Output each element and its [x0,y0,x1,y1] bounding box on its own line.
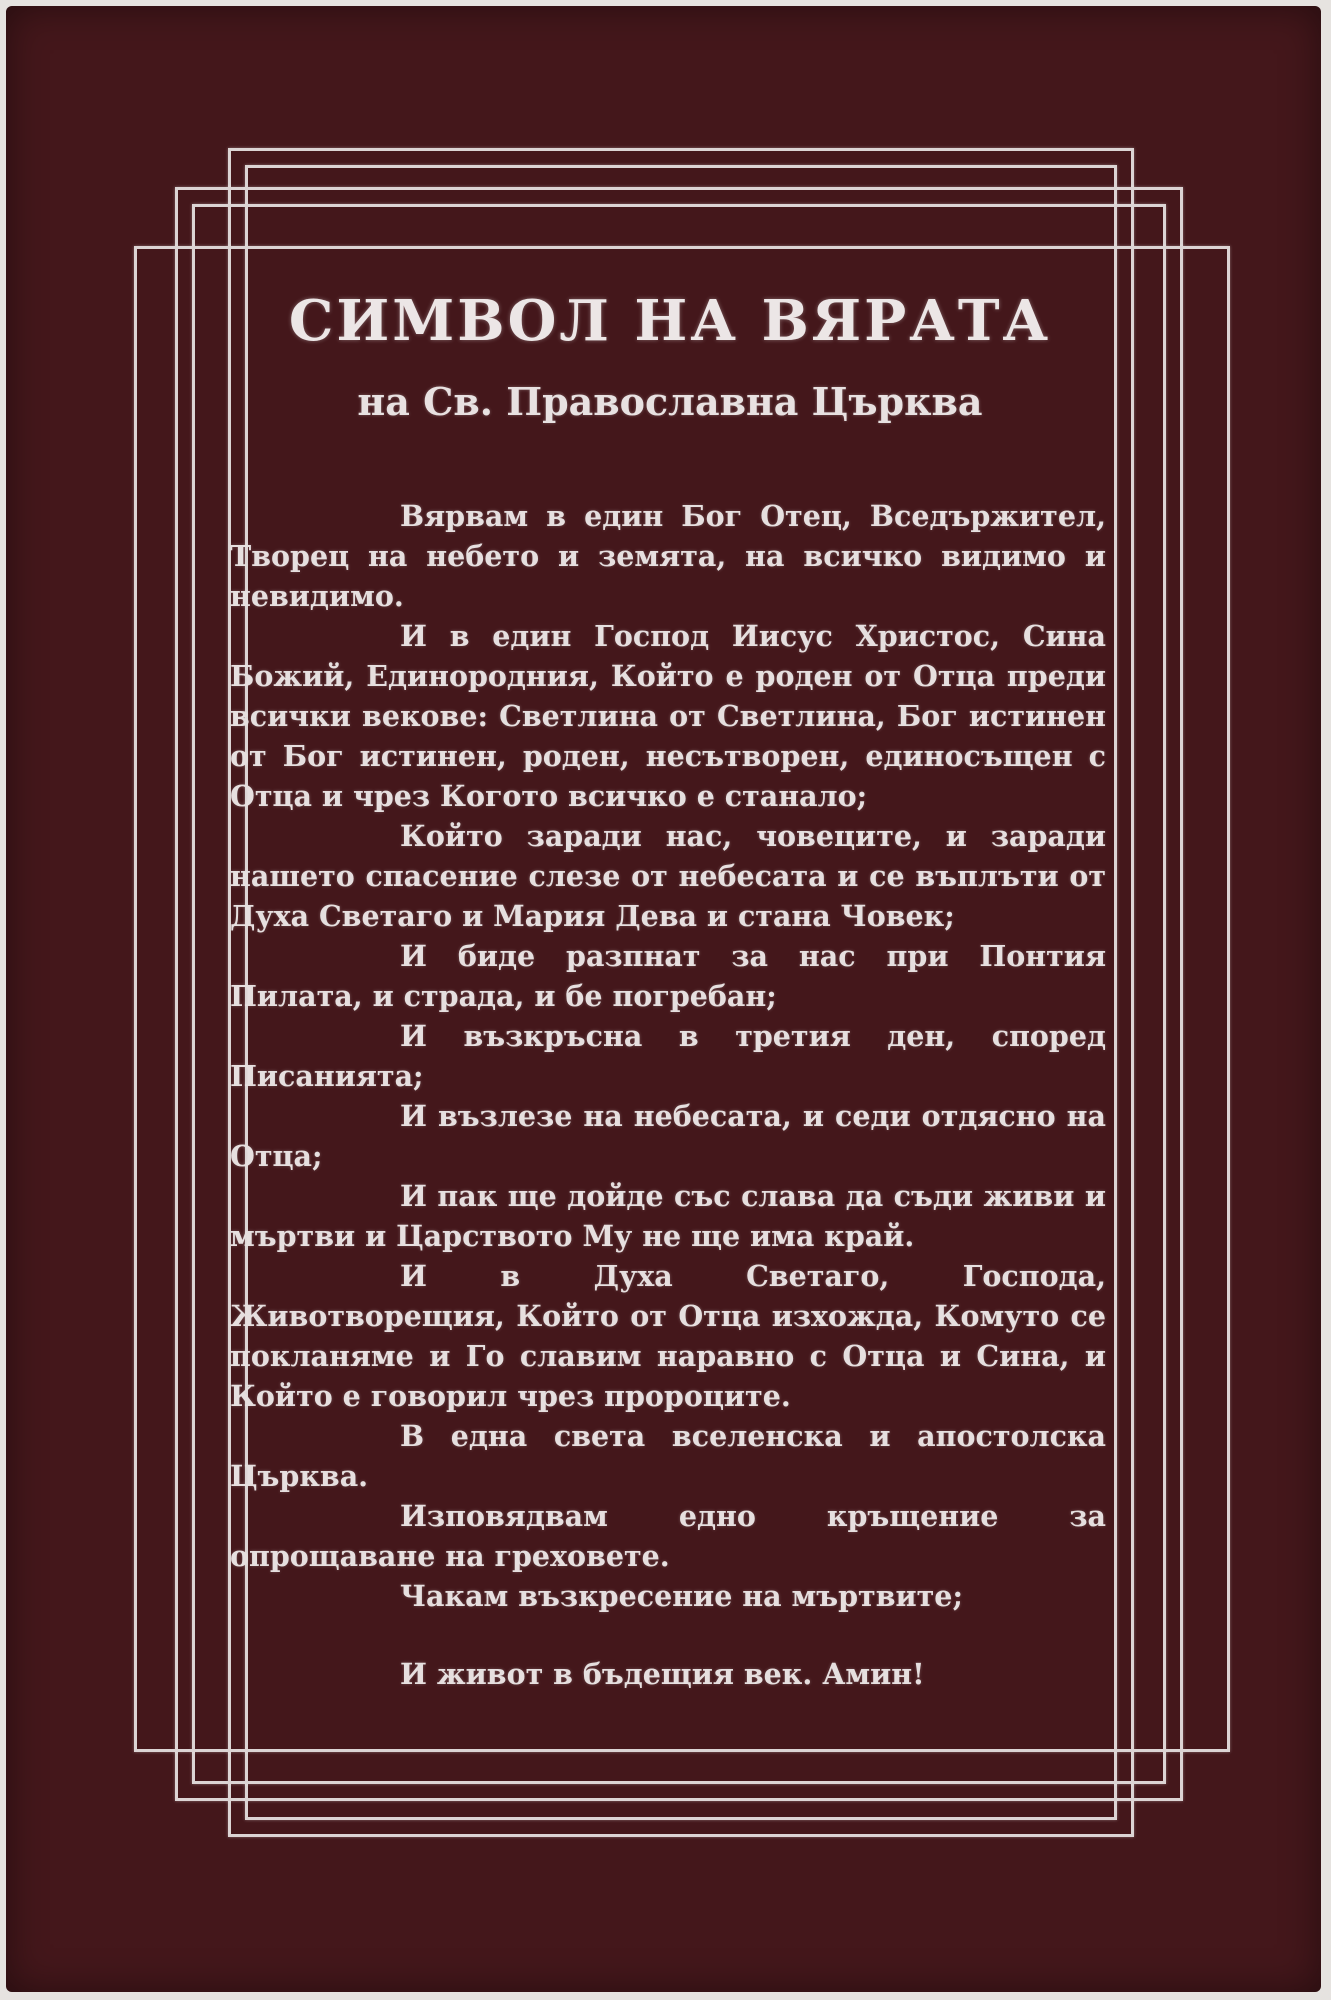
creed-paragraph: Вярвам в един Бог Отец, Вседържител, Творец на небето и земята, на всичко видимо и невидимо. [230,499,1106,613]
creed-paragraph: И възкръсна в третия ден, според Писанията; [230,1019,1106,1093]
creed-paragraph: Чакам възкресение на мъртвите; [400,1579,963,1613]
creed-paragraph: И пак ще дойде със слава да съди живи и мъртви и Царството Му не ще има край. [230,1179,1106,1253]
creed-paragraph-final: И живот в бъдещия век. Амин! [400,1657,925,1691]
creed-paragraph: И в един Господ Иисус Христос, Сина Божий, Единородния, Който е роден от Отца преди всички векове: Светлина от Светлина, Бог истинен от Бог истинен, роден, несътворен, единосъщен с Отца и чрез Когото всичко е станало; [230,619,1106,813]
creed-paragraph: В една света вселенска и апостолска Църква. [230,1419,1106,1493]
creed-paragraph: Изповядвам едно кръщение за опрощаване на греховете. [230,1499,1106,1573]
creed-text [230,496,1106,1694]
creed-paragraph: И в Духа Светаго, Господа, Животворещия, Който от Отца изхожда, Комуто се покланяме и Го славим наравно с Отца и Сина, и Който е говорил чрез пророците. [230,1259,1106,1413]
creed-paragraph: Който заради нас, човеците, и заради нашето спасение слезе от небесата и се въплъти от Духа Светаго и Мария Дева и стана Човек; [230,819,1106,933]
creed-paragraph: И възлезе на небесата, и седи отдясно на Отца; [230,1099,1106,1173]
page-title: СИМВОЛ НА ВЯРАТА [288,288,1052,354]
page-subtitle: на Св. Православна Църква [357,379,983,424]
creed-paragraph: И биде разпнат за нас при Понтия Пилата, и страда, и бе погребан; [230,939,1106,1013]
